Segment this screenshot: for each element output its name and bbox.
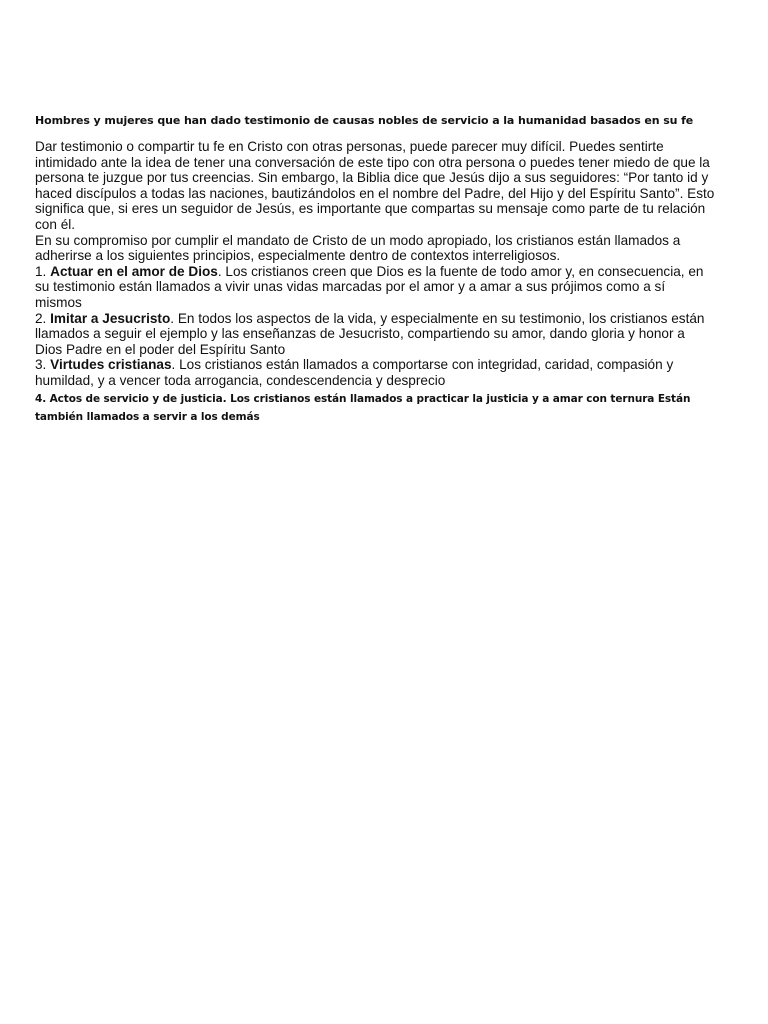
document-body xyxy=(35,139,715,389)
list-item-4: 4. Actos de servicio y de justicia. Los cristianos están llamados a practicar la justicia y a amar con ternura Están también llamados a servir a los demás xyxy=(35,392,691,423)
document-heading: Hombres y mujeres que han dado testimonio de causas nobles de servicio a la humanidad basados en su fe xyxy=(35,114,694,127)
document-page xyxy=(35,113,715,426)
item-title: Virtudes cristianas xyxy=(50,357,172,373)
item-number: 1. xyxy=(35,263,47,279)
list-item-3 xyxy=(35,357,673,388)
item-title: Actuar en el amor de Dios xyxy=(50,263,218,279)
item-title: Imitar a Jesucristo xyxy=(50,310,171,326)
second-paragraph: En su compromiso por cumplir el mandato de Cristo de un modo apropiado, los cristianos están llamados a adherirse a los siguientes principios, especialmente dentro de contextos interreligiosos. xyxy=(35,232,681,264)
intro-paragraph: Dar testimonio o compartir tu fe en Cristo con otras personas, puede parecer muy difícil. Puedes sentirte intimidado ante la idea de tener una conversación de este tipo con otra persona o puedes tener miedo de que la persona te juzgue por tus creencias. Sin embargo, la Biblia dice que Jesús dijo a sus seguidores: “Por tanto id y haced discípulos a todas las naciones, bautizándolos en el nombre del Padre, del Hijo y del Espíritu Santo”. Esto significa que, si eres un seguidor de Jesús, es importante que compartas su mensaje como parte de tu relación con él. xyxy=(35,139,715,232)
item-text: . Los cristianos están llamados a comportarse con integridad, caridad, compasión y humildad, y a vencer toda arrogancia, condescendencia y desprecio xyxy=(35,357,674,388)
item-number: 2. xyxy=(35,310,47,326)
list-item-1 xyxy=(35,264,703,310)
item-text: . Los cristianos creen que Dios es la fuente de todo amor y, en consecuencia, en su testimonio están llamados a vivir unas vidas marcadas por el amor y a amar a sus prójimos como a sí mismos xyxy=(35,263,704,310)
list-item-2 xyxy=(35,311,704,357)
item-number: 3. xyxy=(35,357,47,373)
item-text: . En todos los aspectos de la vida, y especialmente en su testimonio, los cristianos están llamados a seguir el ejemplo y las enseñanzas de Jesucristo, compartiendo su amor, dando gloria y honor a Dios Padre en el poder del Espíritu Santo xyxy=(35,310,705,357)
